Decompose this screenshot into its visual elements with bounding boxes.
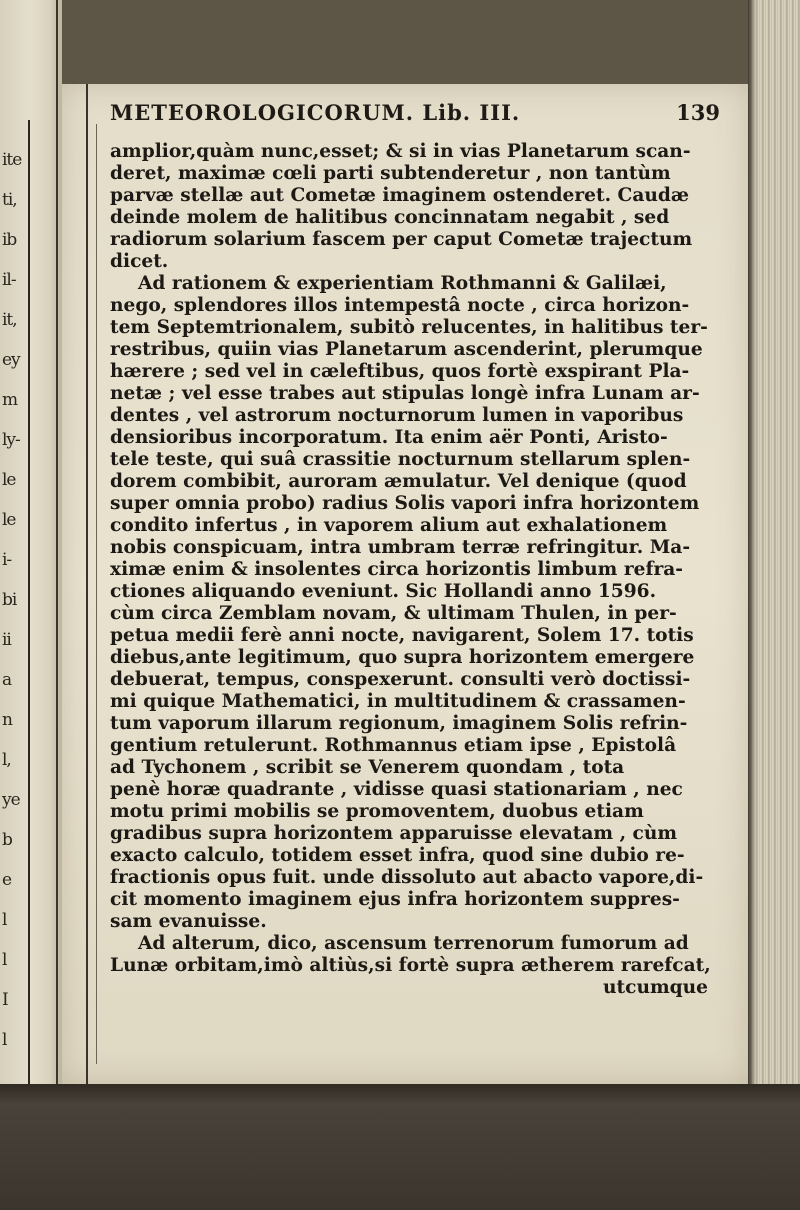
text-line: petua medii ferè anni nocte, navigarent, Solem 17. totis <box>110 625 694 646</box>
gutter-fragment: ib <box>2 230 17 250</box>
gutter-rule <box>56 0 58 1210</box>
text-line: utcumque <box>603 977 708 998</box>
text-line: dicet. <box>110 251 169 272</box>
gutter-fragment: il- <box>2 270 16 290</box>
text-line: fractionis opus fuit. unde dissoluto aut abacto vapore,di- <box>110 867 704 888</box>
text-line: amplior,quàm nunc,esset; & si in vias Planetarum scan- <box>110 141 691 162</box>
book-page <box>62 84 748 1084</box>
text-line: radiorum solarium fascem per caput Cometæ trajectum <box>110 229 693 250</box>
gutter-fragment: le <box>2 510 16 530</box>
text-line: deret, maximæ cœli parti subtenderetur , non tantùm <box>110 163 671 184</box>
page-number: 139 <box>676 100 720 125</box>
gutter-fragment: b <box>2 830 12 850</box>
text-line: Lunæ orbitam,imò altiùs,si fortè supra ætherem rarefcat, <box>110 955 711 976</box>
text-line: condito infertus , in vaporem alium aut exhalationem <box>110 515 668 536</box>
text-line: hærere ; sed vel in cæleftibus, quos fortè exspirant Pla- <box>110 361 690 382</box>
text-line: nego, splendores illos intempestâ nocte , circa horizon- <box>110 295 690 316</box>
gutter-binding-line <box>28 120 30 1140</box>
page-stack-shadow <box>748 0 756 1210</box>
text-line: deinde molem de halitibus concinnatam negabit , sed <box>110 207 670 228</box>
page-header <box>110 100 720 125</box>
text-line: ctiones aliquando eveniunt. Sic Hollandi anno 1596. <box>110 581 657 602</box>
gutter-fragment: l, <box>2 750 11 770</box>
text-line: cùm circa Zemblam novam, & ultimam Thulen, in per- <box>110 603 677 624</box>
text-line: diebus,ante legitimum, quo supra horizontem emergere <box>110 647 695 668</box>
text-line: motu primi mobilis se promoventem, duobus etiam <box>110 801 644 822</box>
text-line: gentium retulerunt. Rothmannus etiam ipse , Epistolâ <box>110 735 677 756</box>
text-line: cit momento imaginem ejus infra horizontem suppres- <box>110 889 680 910</box>
gutter-fragment: le <box>2 470 16 490</box>
facing-page-gutter <box>0 0 62 1210</box>
text-line: tum vaporum illarum regionum, imaginem Solis refrin- <box>110 713 688 734</box>
page-inner-rule <box>96 124 97 1064</box>
gutter-fragment: ey <box>2 350 20 370</box>
gutter-fragment: m <box>2 390 18 410</box>
body-text <box>110 141 722 999</box>
gutter-fragment: ly- <box>2 430 20 450</box>
gutter-fragment: l <box>2 1030 7 1050</box>
gutter-fragment: I <box>2 990 8 1010</box>
text-line: mi quique Mathematici, in multitudinem & crassamen- <box>110 691 686 712</box>
text-line: netæ ; vel esse trabes aut stipulas longè infra Lunam ar- <box>110 383 700 404</box>
text-line: sam evanuisse. <box>110 911 267 932</box>
text-line: debuerat, tempus, conspexerunt. consulti verò doctissi- <box>110 669 691 690</box>
text-line: super omnia probo) radius Solis vapori infra horizontem <box>110 493 700 514</box>
text-line: dorem combibit, auroram æmulatur. Vel denique (quod <box>110 471 687 492</box>
gutter-fragment: it, <box>2 310 17 330</box>
gutter-fragment: n <box>2 710 12 730</box>
text-line: ximæ enim & insolentes circa horizontis limbum refra- <box>110 559 684 580</box>
text-line: gradibus supra horizontem apparuisse elevatam , cùm <box>110 823 678 844</box>
text-line: Ad alterum, dico, ascensum terrenorum fumorum ad <box>138 933 689 954</box>
gutter-fragment: i- <box>2 550 12 570</box>
running-title: METEOROLOGICORUM. Lib. III. <box>110 100 521 125</box>
text-line: tele teste, qui suâ crassitie nocturnum stellarum splen- <box>110 449 691 470</box>
text-line: exacto calculo, totidem esset infra, quod sine dubio re- <box>110 845 685 866</box>
bottom-dark-band <box>0 1084 800 1210</box>
gutter-fragment: l <box>2 910 7 930</box>
text-line: Ad rationem & experientiam Rothmanni & Galilæi, <box>138 273 667 294</box>
gutter-fragment: ii <box>2 630 11 650</box>
text-line: penè horæ quadrante , vidisse quasi stationariam , nec <box>110 779 683 800</box>
gutter-fragment: e <box>2 870 12 890</box>
text-line: nobis conspicuam, intra umbram terræ refringitur. Ma- <box>110 537 691 558</box>
gutter-fragment: l <box>2 950 7 970</box>
text-line: dentes , vel astrorum nocturnorum lumen in vaporibus <box>110 405 684 426</box>
text-line: tem Septemtrionalem, subitò relucentes, in halitibus ter- <box>110 317 708 338</box>
page-frame-rule <box>86 84 88 1084</box>
text-line: restribus, quiin vias Planetarum ascenderint, plerumque <box>110 339 703 360</box>
gutter-fragment: ye <box>2 790 20 810</box>
text-line: ad Tychonem , scribit se Venerem quondam , tota <box>110 757 625 778</box>
gutter-fragment: bi <box>2 590 17 610</box>
text-line: parvæ stellæ aut Cometæ imaginem ostenderet. Caudæ <box>110 185 690 206</box>
text-line: densioribus incorporatum. Ita enim aër Ponti, Aristo- <box>110 427 668 448</box>
gutter-fragment: a <box>2 670 12 690</box>
gutter-fragment: ti, <box>2 190 17 210</box>
gutter-fragment: ite <box>2 150 22 170</box>
